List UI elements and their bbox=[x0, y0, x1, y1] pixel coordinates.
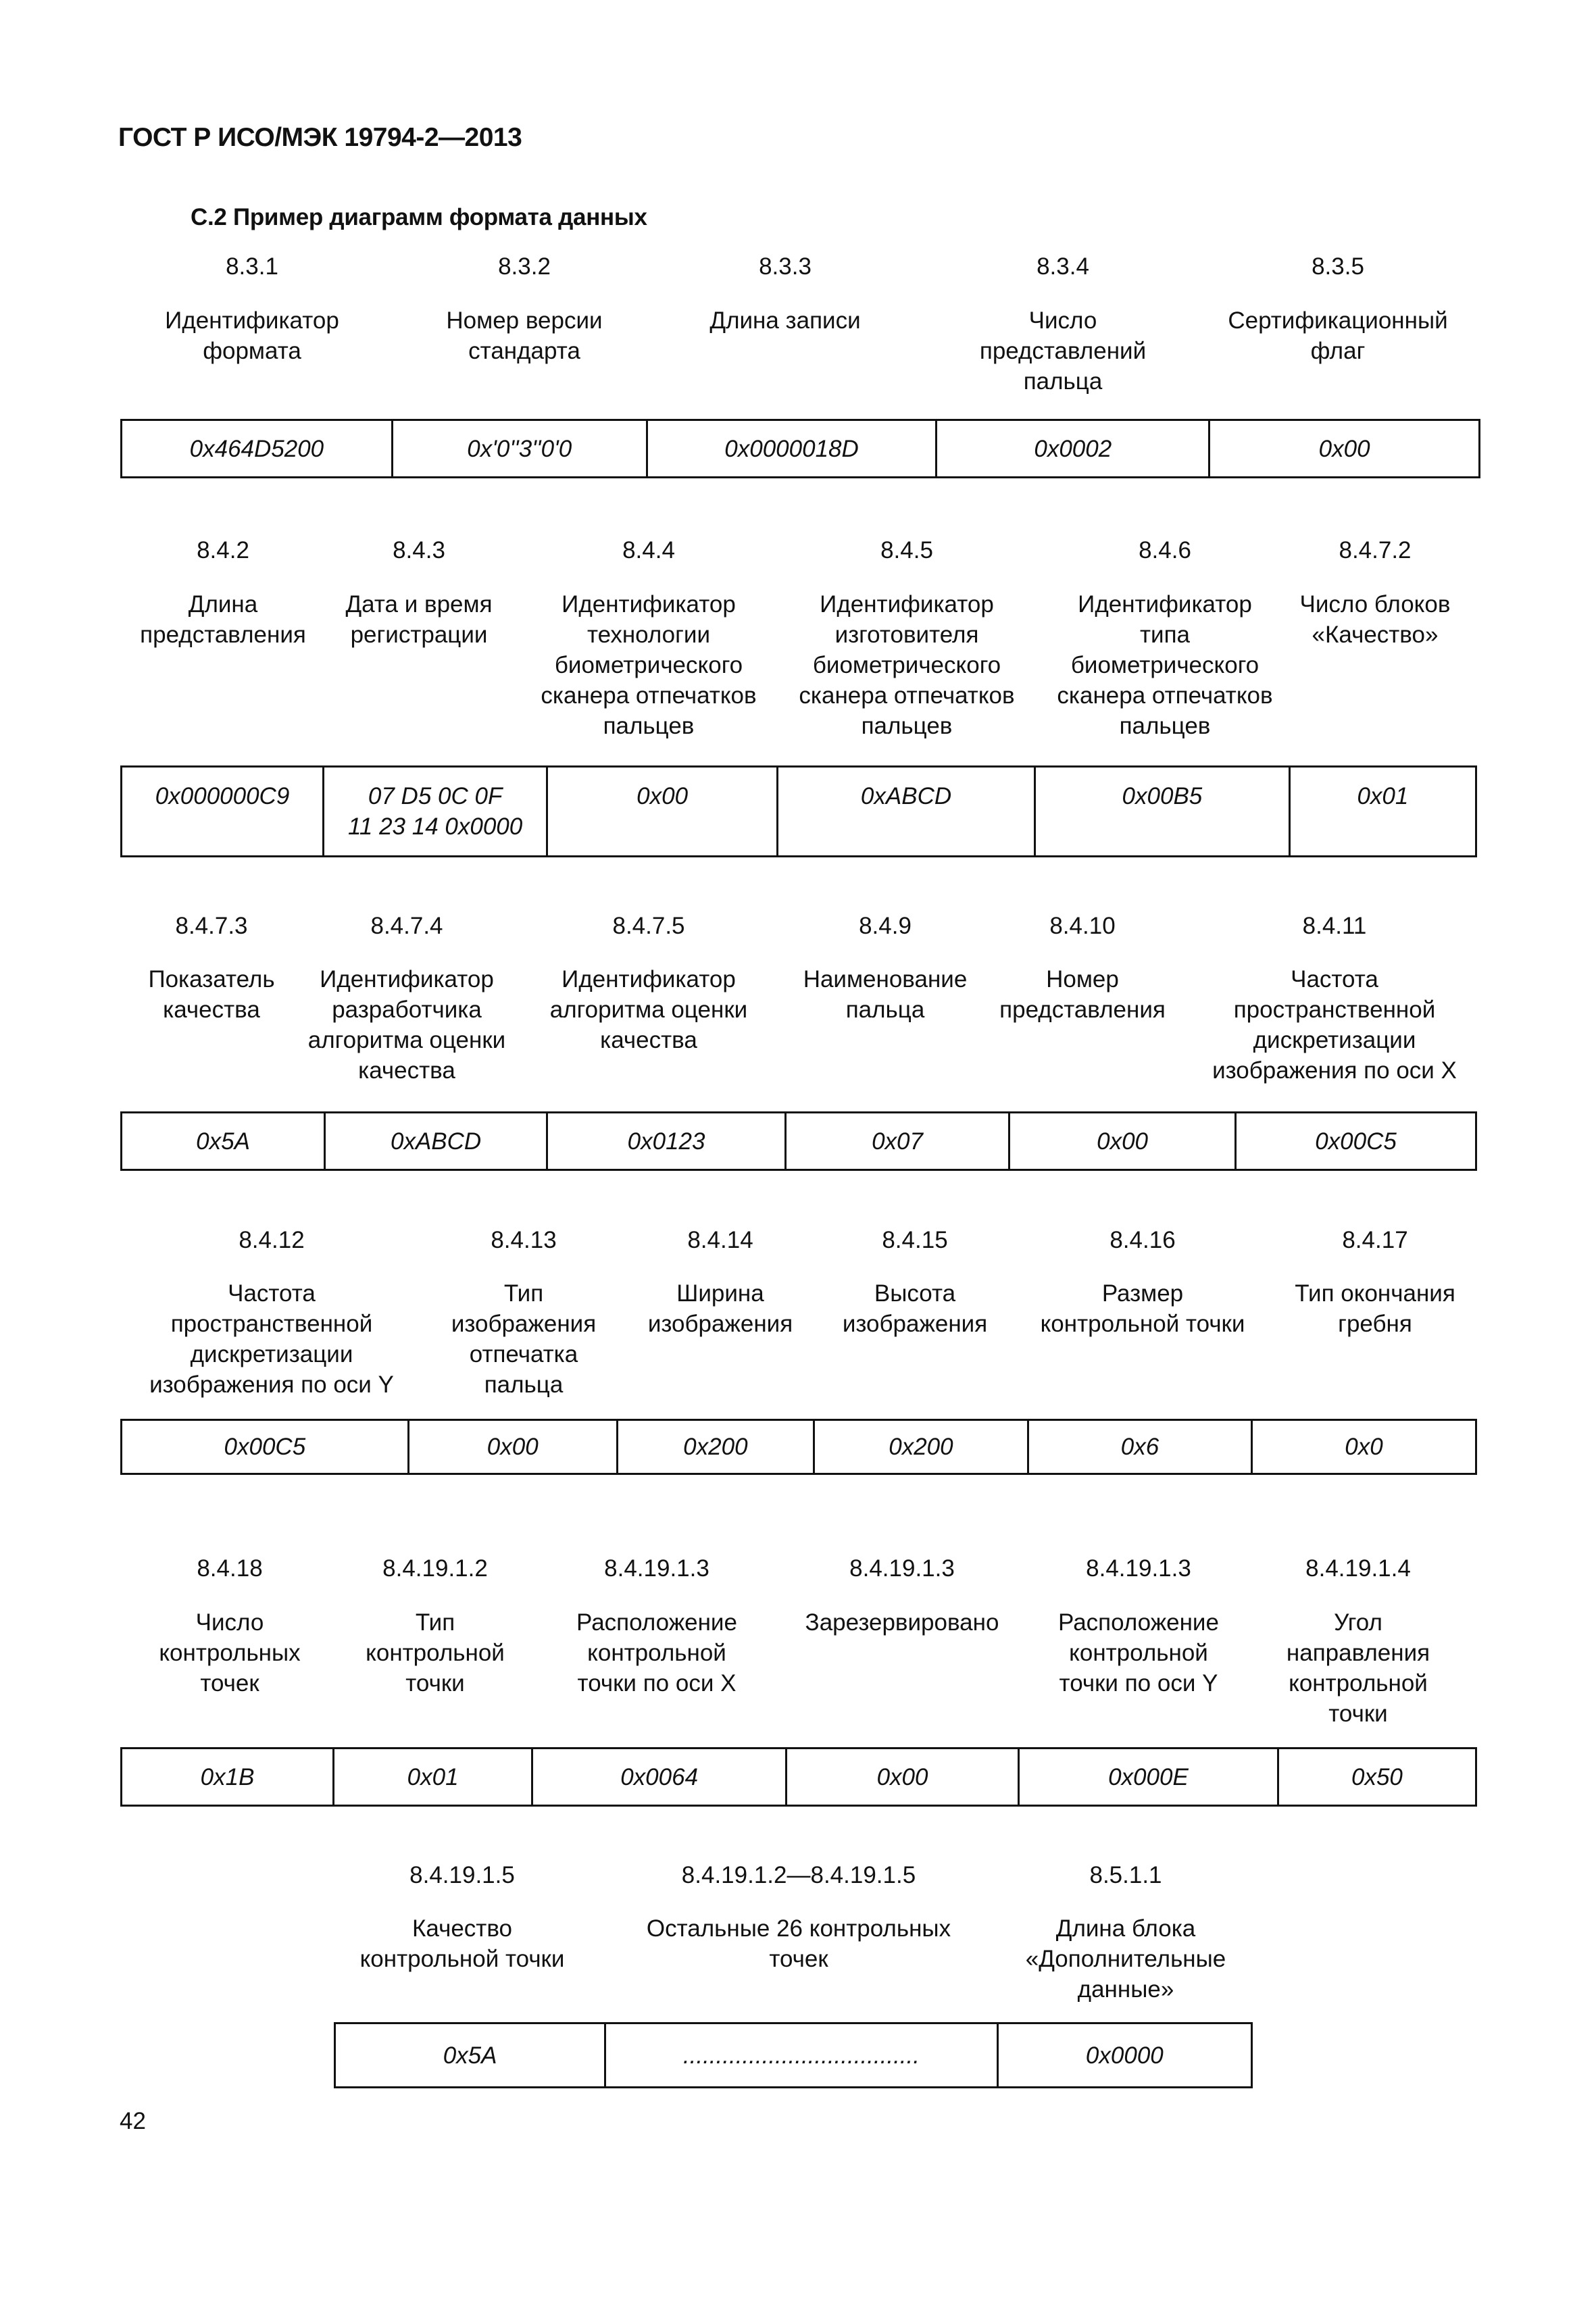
field-section-number: 8.4.2 bbox=[197, 537, 249, 563]
field-section-number: 8.4.19.1.3 bbox=[849, 1555, 955, 1582]
field-label: Ширина изображения bbox=[647, 1280, 793, 1337]
field-section-number: 8.4.16 bbox=[1109, 1227, 1176, 1253]
field-value-cell: .................................... bbox=[606, 2024, 998, 2086]
field-value-cell: 0x00 bbox=[787, 1749, 1020, 1805]
field-label: Частота пространственной дискретизации изображения по оси Y bbox=[149, 1280, 394, 1398]
field-label: Длина блока «Дополнительные данные» bbox=[1025, 1915, 1226, 2003]
page-number: 42 bbox=[120, 2108, 146, 2134]
field-section-number: 8.4.5 bbox=[880, 537, 933, 563]
field-section-number: 8.4.10 bbox=[1049, 913, 1116, 939]
field-value-cell: 0xABCD bbox=[326, 1113, 548, 1169]
field-section-number: 8.4.7.3 bbox=[175, 913, 248, 939]
field-label: Длина записи bbox=[709, 307, 861, 334]
field-section-number: 8.4.11 bbox=[1302, 913, 1367, 939]
document-header: ГОСТ Р ИСО/МЭК 19794-2—2013 bbox=[118, 123, 522, 152]
field-value-cell: 0x200 bbox=[815, 1421, 1029, 1473]
field-label: Расположение контрольной точки по оси Y bbox=[1058, 1609, 1219, 1696]
field-label: Номер представления bbox=[999, 966, 1166, 1023]
section-title: С.2 Пример диаграмм формата данных bbox=[191, 204, 647, 230]
field-value-cell: 0x0000 bbox=[1085, 2042, 1164, 2069]
field-value-cell: 0x0002 bbox=[937, 421, 1210, 476]
field-section-number: 8.4.13 bbox=[491, 1227, 557, 1253]
field-section-number: 8.4.7.2 bbox=[1339, 537, 1412, 563]
field-value-cell: 0xABCD bbox=[778, 768, 1036, 855]
field-value-row bbox=[120, 765, 1477, 857]
field-value-cell: 0x5A bbox=[122, 1113, 326, 1169]
field-label: Качество контрольной точки bbox=[359, 1915, 565, 1972]
field-label: Число представлений пальца bbox=[979, 307, 1147, 395]
field-value-cell: 0x07 bbox=[787, 1113, 1010, 1169]
field-section-number: 8.4.17 bbox=[1342, 1227, 1408, 1253]
field-section-number: 8.5.1.1 bbox=[1089, 1862, 1162, 1888]
field-section-number: 8.4.19.1.4 bbox=[1305, 1555, 1411, 1582]
field-value-cell: 0x1B bbox=[122, 1749, 334, 1805]
field-value-cell: 0x00 bbox=[1318, 436, 1370, 462]
field-value-cell: 0x0 bbox=[1345, 1434, 1383, 1460]
field-label: Число контрольных точек bbox=[159, 1609, 301, 1696]
field-section-number: 8.4.6 bbox=[1139, 537, 1191, 563]
field-label: Угол направления контрольной точки bbox=[1286, 1609, 1430, 1727]
field-label: Номер версии стандарта bbox=[446, 307, 603, 364]
field-value-cell: 07 D5 0C 0F 11 23 14 0x0000 bbox=[324, 768, 548, 855]
field-value-cell: 0x00C5 bbox=[122, 1421, 409, 1473]
field-value-cell: 0x0000018D bbox=[648, 421, 938, 476]
field-value-cell: 0x50 bbox=[1351, 1764, 1403, 1790]
field-value-cell: 0x464D5200 bbox=[122, 421, 393, 476]
field-value-row bbox=[120, 419, 1480, 478]
field-label: Тип окончания гребня bbox=[1295, 1280, 1455, 1337]
field-value-cell: 0x200 bbox=[618, 1421, 815, 1473]
field-section-number: 8.4.19.1.3 bbox=[1086, 1555, 1191, 1582]
field-label: Расположение контрольной точки по оси X bbox=[576, 1609, 737, 1696]
field-label: Идентификатор разработчика алгоритма оценки качества bbox=[307, 966, 506, 1084]
field-label: Идентификатор технологии биометрического сканера отпечатков пальцев bbox=[541, 591, 757, 739]
field-section-number: 8.4.19.1.2 bbox=[382, 1555, 488, 1582]
field-section-number: 8.4.19.1.5 bbox=[409, 1862, 515, 1888]
field-label: Идентификатор типа биометрического сканера отпечатков пальцев bbox=[1057, 591, 1273, 739]
field-section-number: 8.4.15 bbox=[882, 1227, 948, 1253]
field-section-number: 8.4.4 bbox=[622, 537, 675, 563]
field-value-row bbox=[334, 2022, 1253, 2088]
field-label: Наименование пальца bbox=[803, 966, 968, 1023]
field-label: Дата и время регистрации bbox=[345, 591, 493, 648]
field-value-cell: 0x00 bbox=[548, 768, 778, 855]
field-value-cell: 0x00 bbox=[409, 1421, 618, 1473]
field-section-number: 8.3.2 bbox=[498, 253, 551, 280]
field-value-cell: 0x6 bbox=[1029, 1421, 1253, 1473]
field-section-number: 8.4.14 bbox=[687, 1227, 753, 1253]
field-label: Размер контрольной точки bbox=[1040, 1280, 1245, 1337]
field-section-number: 8.3.5 bbox=[1312, 253, 1364, 280]
field-section-number: 8.4.7.4 bbox=[370, 913, 443, 939]
field-value-cell: 0x01 bbox=[334, 1749, 533, 1805]
field-label: Зарезервировано bbox=[805, 1609, 999, 1636]
field-label: Тип изображения отпечатка пальца bbox=[451, 1280, 597, 1398]
field-section-number: 8.4.19.1.3 bbox=[604, 1555, 709, 1582]
field-label: Длина представления bbox=[140, 591, 306, 648]
field-section-number: 8.4.7.5 bbox=[612, 913, 685, 939]
field-section-number: 8.3.1 bbox=[226, 253, 278, 280]
field-label: Высота изображения bbox=[842, 1280, 988, 1337]
field-value-cell: 0x01 bbox=[1357, 783, 1409, 809]
field-label: Идентификатор алгоритма оценки качества bbox=[549, 966, 748, 1053]
field-value-row bbox=[120, 1111, 1477, 1171]
field-section-number: 8.4.19.1.2—8.4.19.1.5 bbox=[681, 1862, 916, 1888]
field-value-cell: 0x00C5 bbox=[1315, 1128, 1397, 1155]
field-label: Частота пространственной дискретизации изображения по оси X bbox=[1212, 966, 1457, 1084]
field-label: Идентификатор формата bbox=[165, 307, 339, 364]
field-value-row bbox=[120, 1747, 1477, 1807]
field-section-number: 8.3.4 bbox=[1037, 253, 1089, 280]
field-section-number: 8.4.9 bbox=[859, 913, 912, 939]
field-value-row bbox=[120, 1419, 1477, 1475]
field-label: Тип контрольной точки bbox=[366, 1609, 505, 1696]
field-value-cell: 0x5A bbox=[336, 2024, 606, 2086]
field-label: Показатель качества bbox=[148, 966, 275, 1023]
field-value-cell: 0x0123 bbox=[548, 1113, 787, 1169]
field-section-number: 8.4.18 bbox=[197, 1555, 263, 1582]
field-value-cell: 0x000E bbox=[1020, 1749, 1279, 1805]
field-value-cell: 0x00 bbox=[1010, 1113, 1237, 1169]
field-label: Число блоков «Качество» bbox=[1299, 591, 1451, 648]
field-value-cell: 0x'0''3''0'0 bbox=[393, 421, 648, 476]
field-value-cell: 0x0064 bbox=[533, 1749, 787, 1805]
field-label: Сертификационный флаг bbox=[1228, 307, 1448, 364]
field-value-cell: 0x00B5 bbox=[1036, 768, 1291, 855]
field-section-number: 8.4.12 bbox=[239, 1227, 305, 1253]
field-section-number: 8.4.3 bbox=[393, 537, 445, 563]
field-value-cell: 0x000000C9 bbox=[122, 768, 324, 855]
field-section-number: 8.3.3 bbox=[759, 253, 812, 280]
field-label: Остальные 26 контрольных точек bbox=[646, 1915, 951, 1972]
field-label: Идентификатор изготовителя биометрического сканера отпечатков пальцев bbox=[799, 591, 1015, 739]
